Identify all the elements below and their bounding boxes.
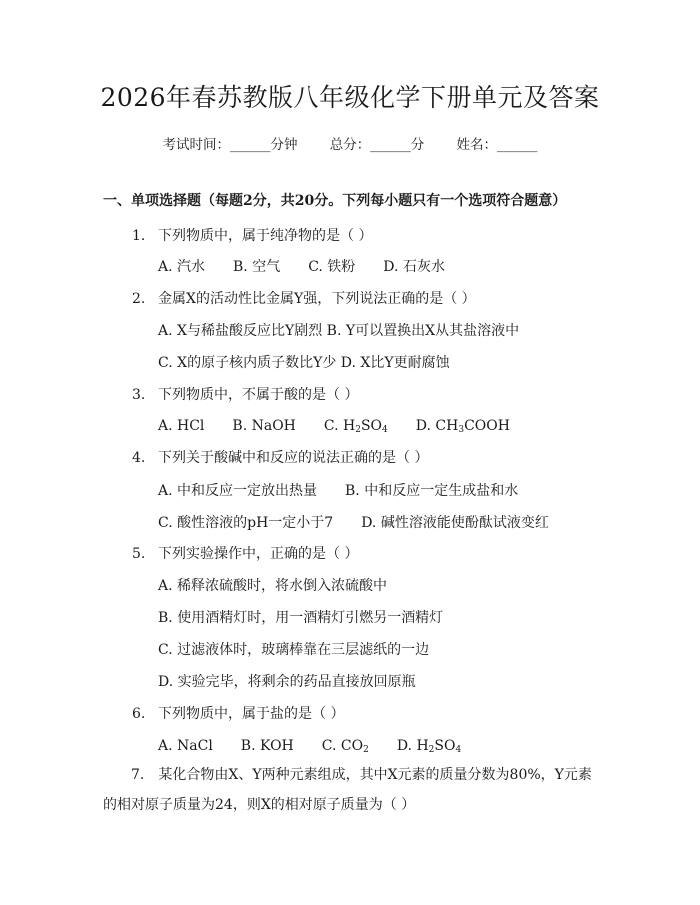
question-stem: 下列实验操作中，正确的是（ ） <box>158 546 359 562</box>
question-6 <box>132 703 344 723</box>
question-number: 6. <box>132 706 146 722</box>
question-stem: 下列物质中，属于盐的是（ ） <box>158 706 345 722</box>
question-2-options-row2: C. X的原子核内质子数比Y少 D. X比Y更耐腐蚀 <box>158 355 450 371</box>
option-d: D. $CH_3COOH$ <box>415 418 510 435</box>
question-1 <box>132 225 372 245</box>
question-7: 7. 某化合物由X、Y两种元素组成，其中X元素的质量分数为80%，Y元素的相对原子质量为24，则X的相对原子质量为（ ） <box>103 767 592 813</box>
question-stem: 金属X的活动性比金属Y强，下列说法正确的是（ ） <box>158 291 476 307</box>
question-number: 5. <box>132 546 146 562</box>
option-a: A. NaCl <box>158 738 213 754</box>
question-number: 1. <box>132 228 146 244</box>
question-number: 4. <box>132 450 146 466</box>
question-5-option-c: C. 过滤液体时，玻璃棒靠在三层滤纸的一边 <box>158 642 430 658</box>
question-stem: 下列关于酸碱中和反应的说法正确的是（ ） <box>158 450 429 466</box>
question-number: 2. <box>132 291 146 307</box>
question-2 <box>132 288 476 308</box>
question-3-options <box>158 415 510 435</box>
question-5 <box>132 543 358 563</box>
question-stem: 下列物质中，不属于酸的是（ ） <box>158 387 359 403</box>
exam-time-field: 考试时间：______分钟 <box>162 137 298 153</box>
question-stem: 下列物质中，属于纯净物的是（ ） <box>158 228 373 244</box>
question-4 <box>132 447 428 467</box>
question-4-options-row2: C. 酸性溶液的pH一定小于7 D. 碱性溶液能使酚酞试液变红 <box>158 515 549 531</box>
question-5-option-a: A. 稀释浓硫酸时，将水倒入浓硫酸中 <box>158 578 388 594</box>
option-b: B. KOH <box>240 738 294 754</box>
question-6-options <box>158 735 461 755</box>
option-c: C. $CO_2$ <box>321 738 369 755</box>
question-5-option-b: B. 使用酒精灯时，用一酒精灯引燃另一酒精灯 <box>158 610 444 626</box>
question-1-options: A. 汽水 B. 空气 C. 铁粉 D. 石灰水 <box>158 259 445 275</box>
exam-info <box>0 133 700 153</box>
option-b: B. NaOH <box>232 418 296 434</box>
page-title: 2026年春苏教版八年级化学下册单元及答案 <box>100 83 600 112</box>
question-5-option-d: D. 实验完毕，将剩余的药品直接放回原瓶 <box>158 674 416 690</box>
question-number: 3. <box>132 387 146 403</box>
question-3 <box>132 384 358 404</box>
option-c: C. $H_2SO_4$ <box>323 418 388 435</box>
option-d: D. $H_2SO_4$ <box>396 738 462 755</box>
section-heading: 一、单项选择题（每题2分，共20分。下列每小题只有一个选项符合题意） <box>103 193 567 209</box>
exam-score-field: 总分：______分 <box>329 137 425 153</box>
question-4-options-row1: A. 中和反应一定放出热量 B. 中和反应一定生成盐和水 <box>158 483 519 499</box>
exam-name-field: 姓名：______ <box>456 137 538 153</box>
question-2-options-row1: A. X与稀盐酸反应比Y剧烈 B. Y可以置换出X从其盐溶液中 <box>158 323 520 339</box>
option-a: A. HCl <box>158 418 205 434</box>
